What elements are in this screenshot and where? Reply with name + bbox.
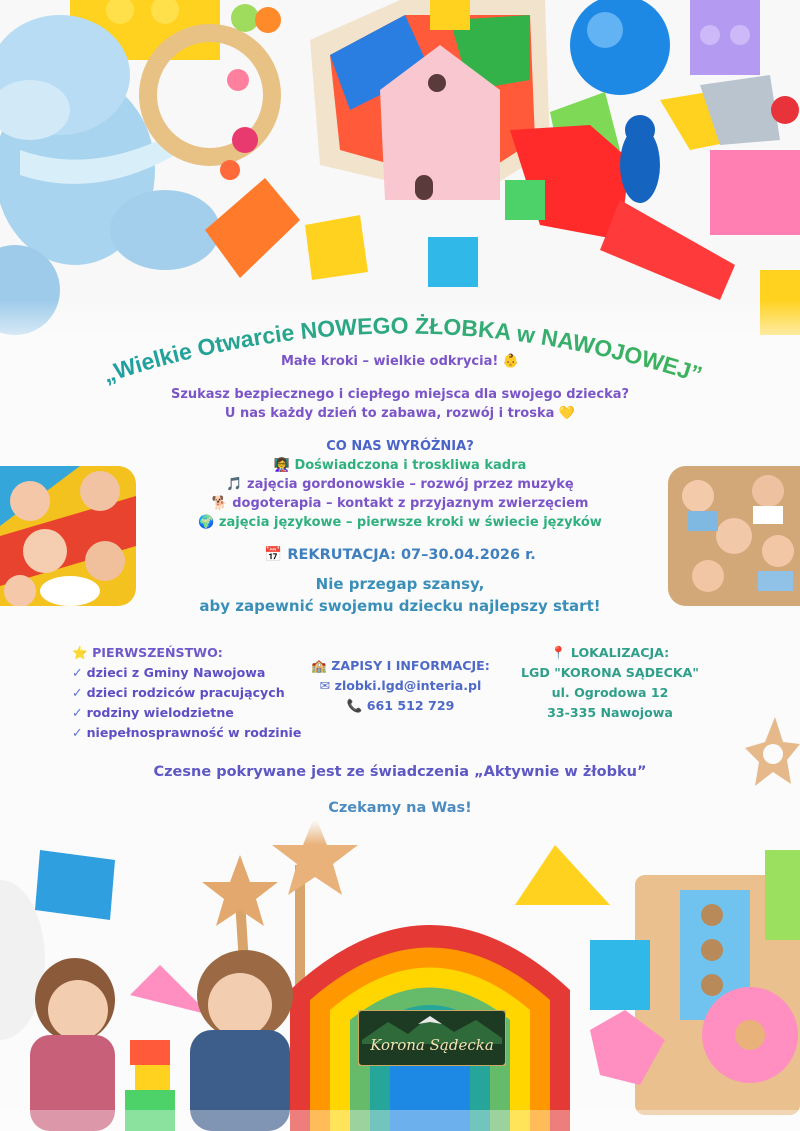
location-street: ul. Ogrodowa 12 xyxy=(551,685,669,700)
bottom-toys-illustration xyxy=(0,820,800,1131)
feature-item: 🎵 zajęcia gordonowskie – rozwój przez muzykę xyxy=(226,477,574,492)
priority-item: ✓ rodziny wielodzietne xyxy=(72,705,234,720)
recruitment-dates: 📅 REKRUTACJA: 07–30.04.2026 r. xyxy=(264,547,536,563)
intro-question: Szukasz bezpiecznego i ciepłego miejsca dla swojego dziecka? xyxy=(170,387,630,402)
contact-block xyxy=(303,656,498,716)
check-icon: ✓ xyxy=(72,685,83,700)
fee-note: Czesne pokrywane jest ze świadczenia „Aktywnie w żłobku” xyxy=(153,764,647,780)
feature-item: 🐕 dogoterapia – kontakt z przyjaznym zwierzęciem xyxy=(211,496,589,511)
contact-phone[interactable]: 📞 661 512 729 xyxy=(346,698,455,713)
location-heading: 📍 LOKALIZACJA: xyxy=(550,645,670,660)
priority-block xyxy=(72,643,332,743)
check-icon: ✓ xyxy=(72,665,83,680)
intro-block xyxy=(110,352,690,617)
priority-heading: ⭐ PIERWSZEŃSTWO: xyxy=(72,645,223,660)
priority-item: ✓ niepełnosprawność w rodzinie xyxy=(72,725,302,740)
location-block xyxy=(505,643,715,723)
check-icon: ✓ xyxy=(72,705,83,720)
babies-photo-right xyxy=(668,466,800,606)
check-icon: ✓ xyxy=(72,725,83,740)
feature-item: 👩‍🏫 Doświadczona i troskliwa kadra xyxy=(273,458,527,473)
logo-text: Korona Sądecka xyxy=(370,1036,494,1054)
closing-text: Czekamy na Was! xyxy=(328,800,472,816)
korona-sadecka-logo xyxy=(358,1010,506,1066)
contact-heading: 🏫 ZAPISY I INFORMACJE: xyxy=(311,658,490,673)
wooden-star-decoration xyxy=(735,712,800,792)
location-city: 33-335 Nawojowa xyxy=(547,705,673,720)
intro-promise: U nas każdy dzień to zabawa, rozwój i troska 💛 xyxy=(224,406,576,421)
slogan-line-1: Nie przegap szansy, xyxy=(315,575,485,593)
priority-item: ✓ dzieci rodziców pracujących xyxy=(72,685,285,700)
slogan-line-2: aby zapewnić swojemu dziecku najlepszy start! xyxy=(199,597,601,615)
headline-textpath: „Wielkie Otwarcie NOWEGO ŻŁOBKA w NAWOJOWEJ” xyxy=(99,312,706,388)
features-heading: CO NAS WYRÓŻNIA? xyxy=(326,439,474,454)
feature-item: 🌍 zajęcia językowe – pierwsze kroki w świecie języków xyxy=(198,515,602,530)
contact-email[interactable]: ✉ zlobki.lgd@interia.pl xyxy=(319,678,482,693)
tagline: Małe kroki – wielkie odkrycia! 👶 xyxy=(280,354,520,369)
priority-item: ✓ dzieci z Gminy Nawojowa xyxy=(72,665,266,680)
location-org: LGD "KORONA SĄDECKA" xyxy=(521,665,699,680)
babies-photo-left xyxy=(0,466,136,606)
